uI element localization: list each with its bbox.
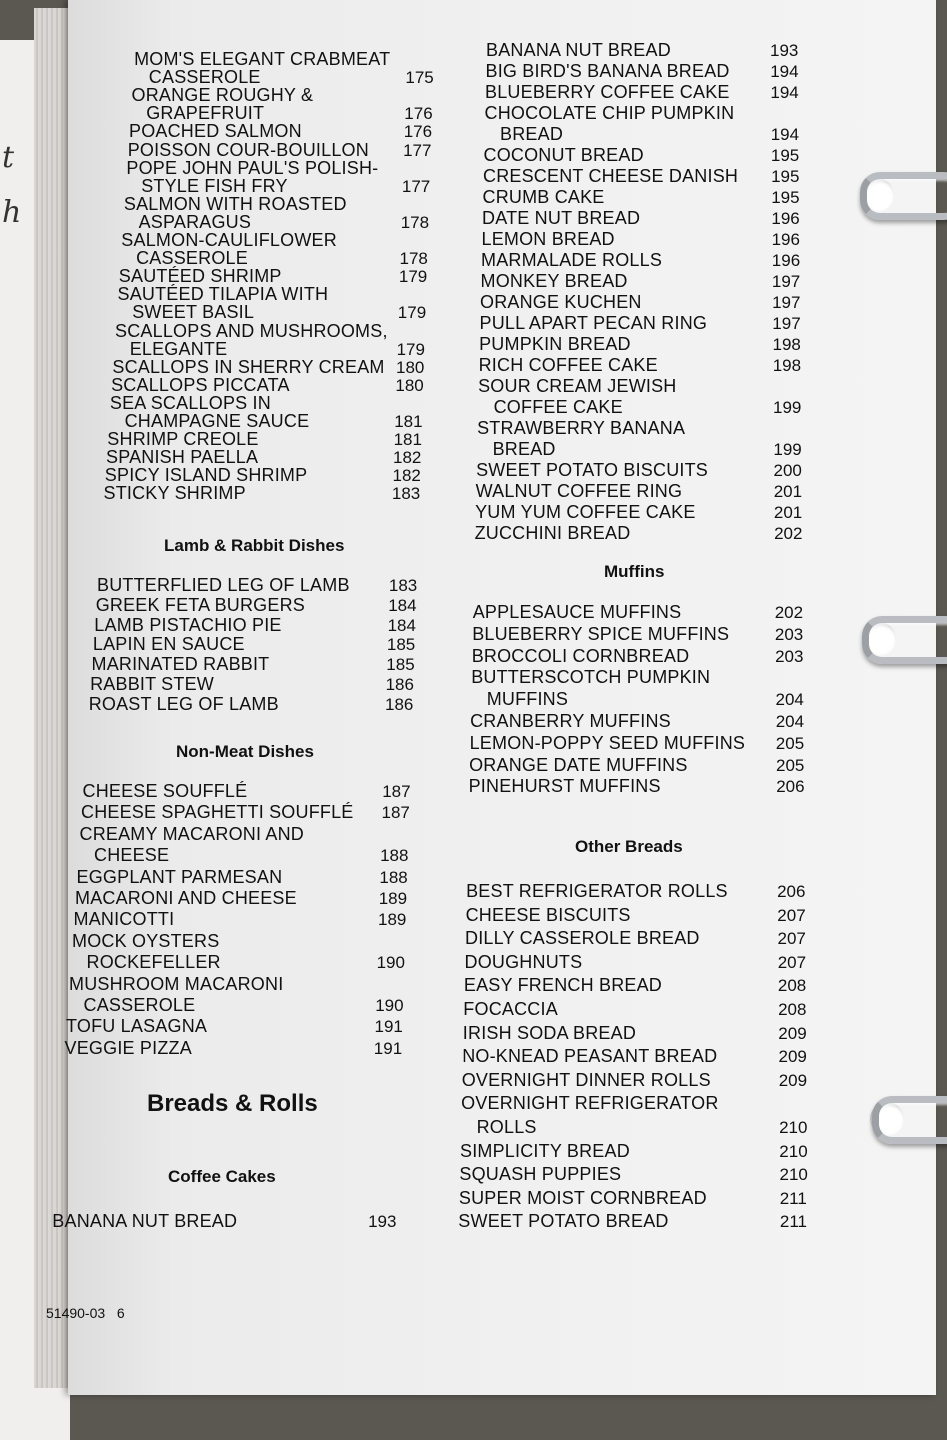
index-entry-title: GREEK FETA BURGERS: [95, 594, 305, 615]
index-entry-page: 177: [403, 140, 432, 160]
index-entry-page: 179: [398, 267, 428, 287]
index-entry-title: POACHED SALMON: [129, 121, 302, 142]
index-entry-title-continued: ROLLS: [476, 1117, 537, 1137]
index-entry-page: 210: [779, 1165, 808, 1185]
index-entry-title: EGGPLANT PARMESAN: [76, 866, 283, 887]
index-entry-title: SWEET POTATO BISCUITS: [476, 460, 708, 480]
binder-ring: [862, 616, 947, 664]
index-entry-page: 204: [775, 712, 805, 731]
index-entry-title: OVERNIGHT DINNER ROLLS: [461, 1069, 711, 1090]
index-entry-page: 207: [777, 952, 807, 972]
index-entry-title: ROAST LEG OF LAMB: [88, 693, 279, 714]
section-heading-non-meat: Non-Meat Dishes: [176, 742, 314, 761]
index-entry-title: SCALLOPS PICCATA: [111, 374, 290, 395]
index-entry-page: 196: [771, 230, 800, 249]
index-entry-title: MONKEY BREAD: [480, 271, 628, 291]
index-entry-title: IRISH SODA BREAD: [462, 1022, 637, 1043]
index-entry-page: 190: [376, 953, 405, 973]
index-entry-title: BIG BIRD'S BANANA BREAD: [485, 61, 730, 81]
index-entry-title: PUMPKIN BREAD: [479, 334, 631, 354]
index-entry-title: SALMON-CAULIFLOWER: [121, 230, 337, 250]
index-entry-page: 199: [773, 398, 802, 417]
index-entry-page: 194: [770, 125, 800, 144]
index-entry-title: SEA SCALLOPS IN: [109, 392, 271, 413]
index-entry-title: CHEESE SPAGHETTI SOUFFLÉ: [81, 802, 354, 823]
index-entry-title: MANICOTTI: [73, 909, 175, 930]
index-entry-title: BUTTERFLIED LEG OF LAMB: [97, 575, 350, 595]
index-entry-title: STRAWBERRY BANANA: [477, 418, 686, 438]
index-entry-title: BUTTERSCOTCH PUMPKIN: [471, 667, 711, 688]
index-entry-title: SOUR CREAM JEWISH: [478, 376, 677, 396]
index-entry-page: 177: [401, 176, 431, 196]
index-entry-page: 196: [771, 209, 800, 228]
index-entry-title: POISSON COUR-BOUILLON: [127, 139, 369, 160]
index-entry-title: SAUTÉED TILAPIA WITH: [117, 284, 329, 305]
index-entry-page: 208: [777, 976, 807, 996]
index-entry-title-continued: BREAD: [500, 124, 564, 144]
index-entry-title-continued: CASSEROLE: [148, 67, 261, 88]
index-entry-title: COCONUT BREAD: [483, 145, 644, 165]
index-entry-page: 183: [391, 484, 421, 504]
index-entry-title: SAUTÉED SHRIMP: [118, 266, 282, 287]
index-entry-page: 201: [773, 482, 803, 501]
index-entry-title: MARMALADE ROLLS: [481, 250, 663, 270]
index-entry-title: LEMON-POPPY SEED MUFFINS: [469, 732, 746, 753]
index-entry-page: 188: [380, 846, 409, 866]
index-entry-page: 203: [775, 646, 804, 666]
index-entry-page: 203: [774, 624, 804, 644]
index-entry-page: 194: [770, 62, 799, 81]
index-entry-title-continued: MUFFINS: [486, 689, 569, 710]
page-footer: [46, 1305, 125, 1321]
index-entry-title: DOUGHNUTS: [464, 951, 583, 972]
binder-ring: [860, 172, 947, 220]
index-entry-title: SIMPLICITY BREAD: [460, 1140, 630, 1161]
section-heading-other-breads: Other Breads: [575, 837, 683, 856]
index-entry-title: PINEHURST MUFFINS: [468, 776, 661, 797]
index-entry-page: 210: [779, 1118, 808, 1137]
index-entry-page: 184: [387, 615, 416, 635]
index-entry-page: 190: [375, 996, 404, 1015]
index-entry-title: BLUEBERRY COFFEE CAKE: [485, 82, 730, 102]
index-entry-page: 184: [388, 595, 417, 615]
index-entry-title: CHOCOLATE CHIP PUMPKIN: [484, 103, 735, 123]
index-entry-title: SHRIMP CREOLE: [107, 429, 259, 450]
index-entry-title: MACARONI AND CHEESE: [75, 888, 297, 908]
section-heading-lamb-rabbit: Lamb & Rabbit Dishes: [164, 536, 345, 555]
index-entry-title: RABBIT STEW: [90, 674, 214, 694]
index-entry-title: CHEESE SOUFFLÉ: [82, 781, 248, 801]
index-entry-page: 187: [381, 803, 410, 823]
index-entry-page: 175: [405, 68, 434, 88]
index-entry-title: ORANGE DATE MUFFINS: [469, 754, 688, 775]
index-entry-title-continued: CHAMPAGNE SAUCE: [124, 411, 310, 431]
index-entry-title: MOM'S ELEGANT CRABMEAT: [134, 49, 391, 69]
index-entry-title: EASY FRENCH BREAD: [463, 975, 663, 996]
index-entry-page: 211: [779, 1188, 807, 1208]
section-heading-coffee-cakes: Coffee Cakes: [168, 1167, 276, 1186]
index-entry-page: 211: [779, 1212, 807, 1232]
index-entry-page: 186: [385, 675, 414, 694]
index-entry-page: 202: [774, 524, 803, 543]
index-entry-page: 207: [777, 905, 806, 925]
index-entry-title: YUM YUM COFFEE CAKE: [475, 502, 696, 522]
index-entry-title: CHEESE BISCUITS: [465, 904, 631, 925]
index-entry-page: 181: [394, 412, 423, 431]
index-entry-title: ORANGE KUCHEN: [480, 292, 642, 312]
index-entry-page: 197: [772, 314, 801, 333]
index-entry-page: 195: [770, 146, 800, 165]
index-entry-page: 181: [393, 430, 422, 450]
index-entry-page: 183: [388, 576, 418, 595]
index-entry-title: RICH COFFEE CAKE: [478, 355, 658, 375]
section-heading-muffins: Muffins: [604, 562, 665, 581]
index-entry-page: 199: [773, 440, 802, 459]
index-entry-title: APPLESAUCE MUFFINS: [472, 602, 682, 622]
handwriting-scribble: h: [2, 195, 22, 230]
index-entry-page: 209: [778, 1047, 807, 1067]
index-entry-title: DATE NUT BREAD: [482, 208, 641, 228]
index-entry-page: 178: [400, 212, 430, 232]
index-entry-title: SQUASH PUPPIES: [459, 1164, 622, 1185]
index-entry-page: 187: [382, 782, 411, 801]
index-entry-title: MUSHROOM MACARONI: [69, 973, 284, 994]
index-entry-page: 185: [386, 655, 415, 675]
index-entry-title: ZUCCHINI BREAD: [474, 523, 631, 543]
index-entry-title: PULL APART PECAN RING: [479, 313, 708, 333]
index-entry-title: MOCK OYSTERS: [72, 930, 220, 951]
index-entry-title-continued: CASSEROLE: [136, 248, 248, 269]
index-entry-page: 209: [778, 1070, 808, 1090]
index-entry-page: 180: [395, 375, 424, 395]
index-entry-title-continued: CASSEROLE: [83, 995, 196, 1015]
index-entry-title: LEMON BREAD: [481, 229, 615, 249]
index-entry-page: 193: [770, 41, 799, 60]
index-entry-page: 206: [776, 777, 805, 797]
index-entry-title: SWEET POTATO BREAD: [458, 1211, 669, 1232]
index-entry-title: SPANISH PAELLA: [106, 447, 259, 468]
index-entry-page: 182: [392, 466, 421, 486]
index-entry-page: 188: [379, 867, 408, 887]
index-entry-page: 176: [403, 122, 433, 142]
index-entry-title-continued: COFFEE CAKE: [493, 397, 623, 417]
index-entry-page: 186: [385, 694, 414, 714]
footer-page-number: 6: [116, 1305, 125, 1321]
index-entry-title: CRUMB CAKE: [482, 187, 605, 207]
index-entry-title: LAPIN EN SAUCE: [92, 634, 245, 655]
part-heading-breads-rolls: Breads & Rolls: [147, 1090, 318, 1117]
index-entry-page: 196: [771, 251, 801, 270]
index-entry-title: CREAMY MACARONI AND: [79, 823, 305, 844]
index-entry-title: SPICY ISLAND SHRIMP: [104, 465, 308, 486]
index-entry-title: SUPER MOIST CORNBREAD: [458, 1187, 707, 1208]
index-entry-page: 197: [771, 272, 801, 291]
index-entry-title-continued: SWEET BASIL: [132, 302, 255, 323]
index-entry-title-continued: GRAPEFRUIT: [146, 103, 265, 124]
index-entry-page: 191: [373, 1038, 403, 1058]
index-entry-title: OVERNIGHT REFRIGERATOR: [461, 1093, 719, 1114]
index-entry-title: CRESCENT CHEESE DANISH: [483, 166, 739, 186]
index-entry-page: 189: [378, 910, 407, 930]
index-entry-title: DILLY CASSEROLE BREAD: [465, 928, 700, 949]
index-entry-page: 206: [777, 882, 806, 901]
index-entry-title: BEST REFRIGERATOR ROLLS: [466, 881, 728, 901]
index-entry-page: 179: [396, 339, 425, 359]
index-entry-page: 205: [776, 755, 805, 775]
index-entry-title: TOFU LASAGNA: [66, 1016, 208, 1037]
index-entry-title: FOCACCIA: [463, 999, 558, 1019]
index-entry-title: SCALLOPS AND MUSHROOMS,: [115, 320, 388, 341]
index-entry-title: MARINATED RABBIT: [91, 654, 270, 675]
index-entry-page: 194: [770, 83, 799, 102]
index-entry-page: 197: [772, 293, 801, 312]
index-entry-page: 185: [386, 635, 416, 655]
index-entry-page: 208: [778, 1000, 807, 1019]
index-entry-title: SCALLOPS IN SHERRY CREAM: [112, 356, 385, 377]
index-entry-title: BANANA NUT BREAD: [486, 40, 671, 60]
index-entry-title-continued: ROCKEFELLER: [86, 952, 221, 973]
index-entry-page: 201: [773, 503, 803, 522]
index-entry-title: LAMB PISTACHIO PIE: [94, 614, 282, 635]
index-entry-page: 210: [779, 1141, 808, 1161]
handwriting-scribble: t: [2, 140, 15, 175]
index-entry-title-continued: ELEGANTE: [129, 338, 228, 359]
index-entry-title: BROCCOLI CORNBREAD: [471, 645, 690, 666]
index-entry-page: 198: [772, 356, 802, 375]
index-entry-title: VEGGIE PIZZA: [64, 1037, 192, 1058]
index-entry-page: 189: [378, 889, 408, 908]
index-entry-page: 209: [778, 1023, 807, 1043]
index-entry-page: 205: [775, 733, 805, 753]
index-entry-page: 207: [777, 929, 806, 949]
index-entry-page: 202: [774, 603, 804, 622]
index-entry-title-continued: STYLE FISH FRY: [141, 175, 288, 196]
index-entry-title-continued: ASPARAGUS: [138, 211, 252, 232]
index-entry-page: 179: [397, 303, 427, 323]
index-entry-page: 182: [393, 448, 422, 468]
index-entry-title: NO-KNEAD PEASANT BREAD: [462, 1046, 718, 1067]
index-entry-page: 193: [368, 1212, 397, 1231]
index-entry-page: 191: [374, 1017, 403, 1037]
index-entry-title-continued: BREAD: [492, 439, 556, 459]
index-entry-page: 195: [771, 188, 800, 207]
index-entry-title: BLUEBERRY SPICE MUFFINS: [472, 623, 730, 644]
footer-code: 51490-03: [46, 1305, 106, 1321]
index-entry-title: STICKY SHRIMP: [103, 483, 246, 504]
index-entry-page: 200: [773, 461, 802, 480]
index-entry-page: 178: [399, 249, 428, 269]
index-entry-page: 176: [404, 104, 433, 124]
index-entry-page: 204: [775, 690, 804, 710]
binder-ring: [872, 1096, 947, 1144]
index-entry-title-continued: CHEESE: [94, 845, 170, 866]
index-entry-title: POPE JOHN PAUL'S POLISH-: [126, 157, 379, 178]
index-entry-title: ORANGE ROUGHY &: [131, 85, 314, 106]
index-entry-title: WALNUT COFFEE RING: [475, 481, 683, 501]
index-entry-page: 180: [396, 357, 425, 377]
index-entry-title: BANANA NUT BREAD: [52, 1211, 238, 1231]
index-entry-title: CRANBERRY MUFFINS: [470, 711, 671, 731]
index-entry-page: 195: [771, 167, 800, 186]
index-entry-page: 198: [772, 335, 801, 354]
index-entry-title: SALMON WITH ROASTED: [123, 193, 347, 214]
